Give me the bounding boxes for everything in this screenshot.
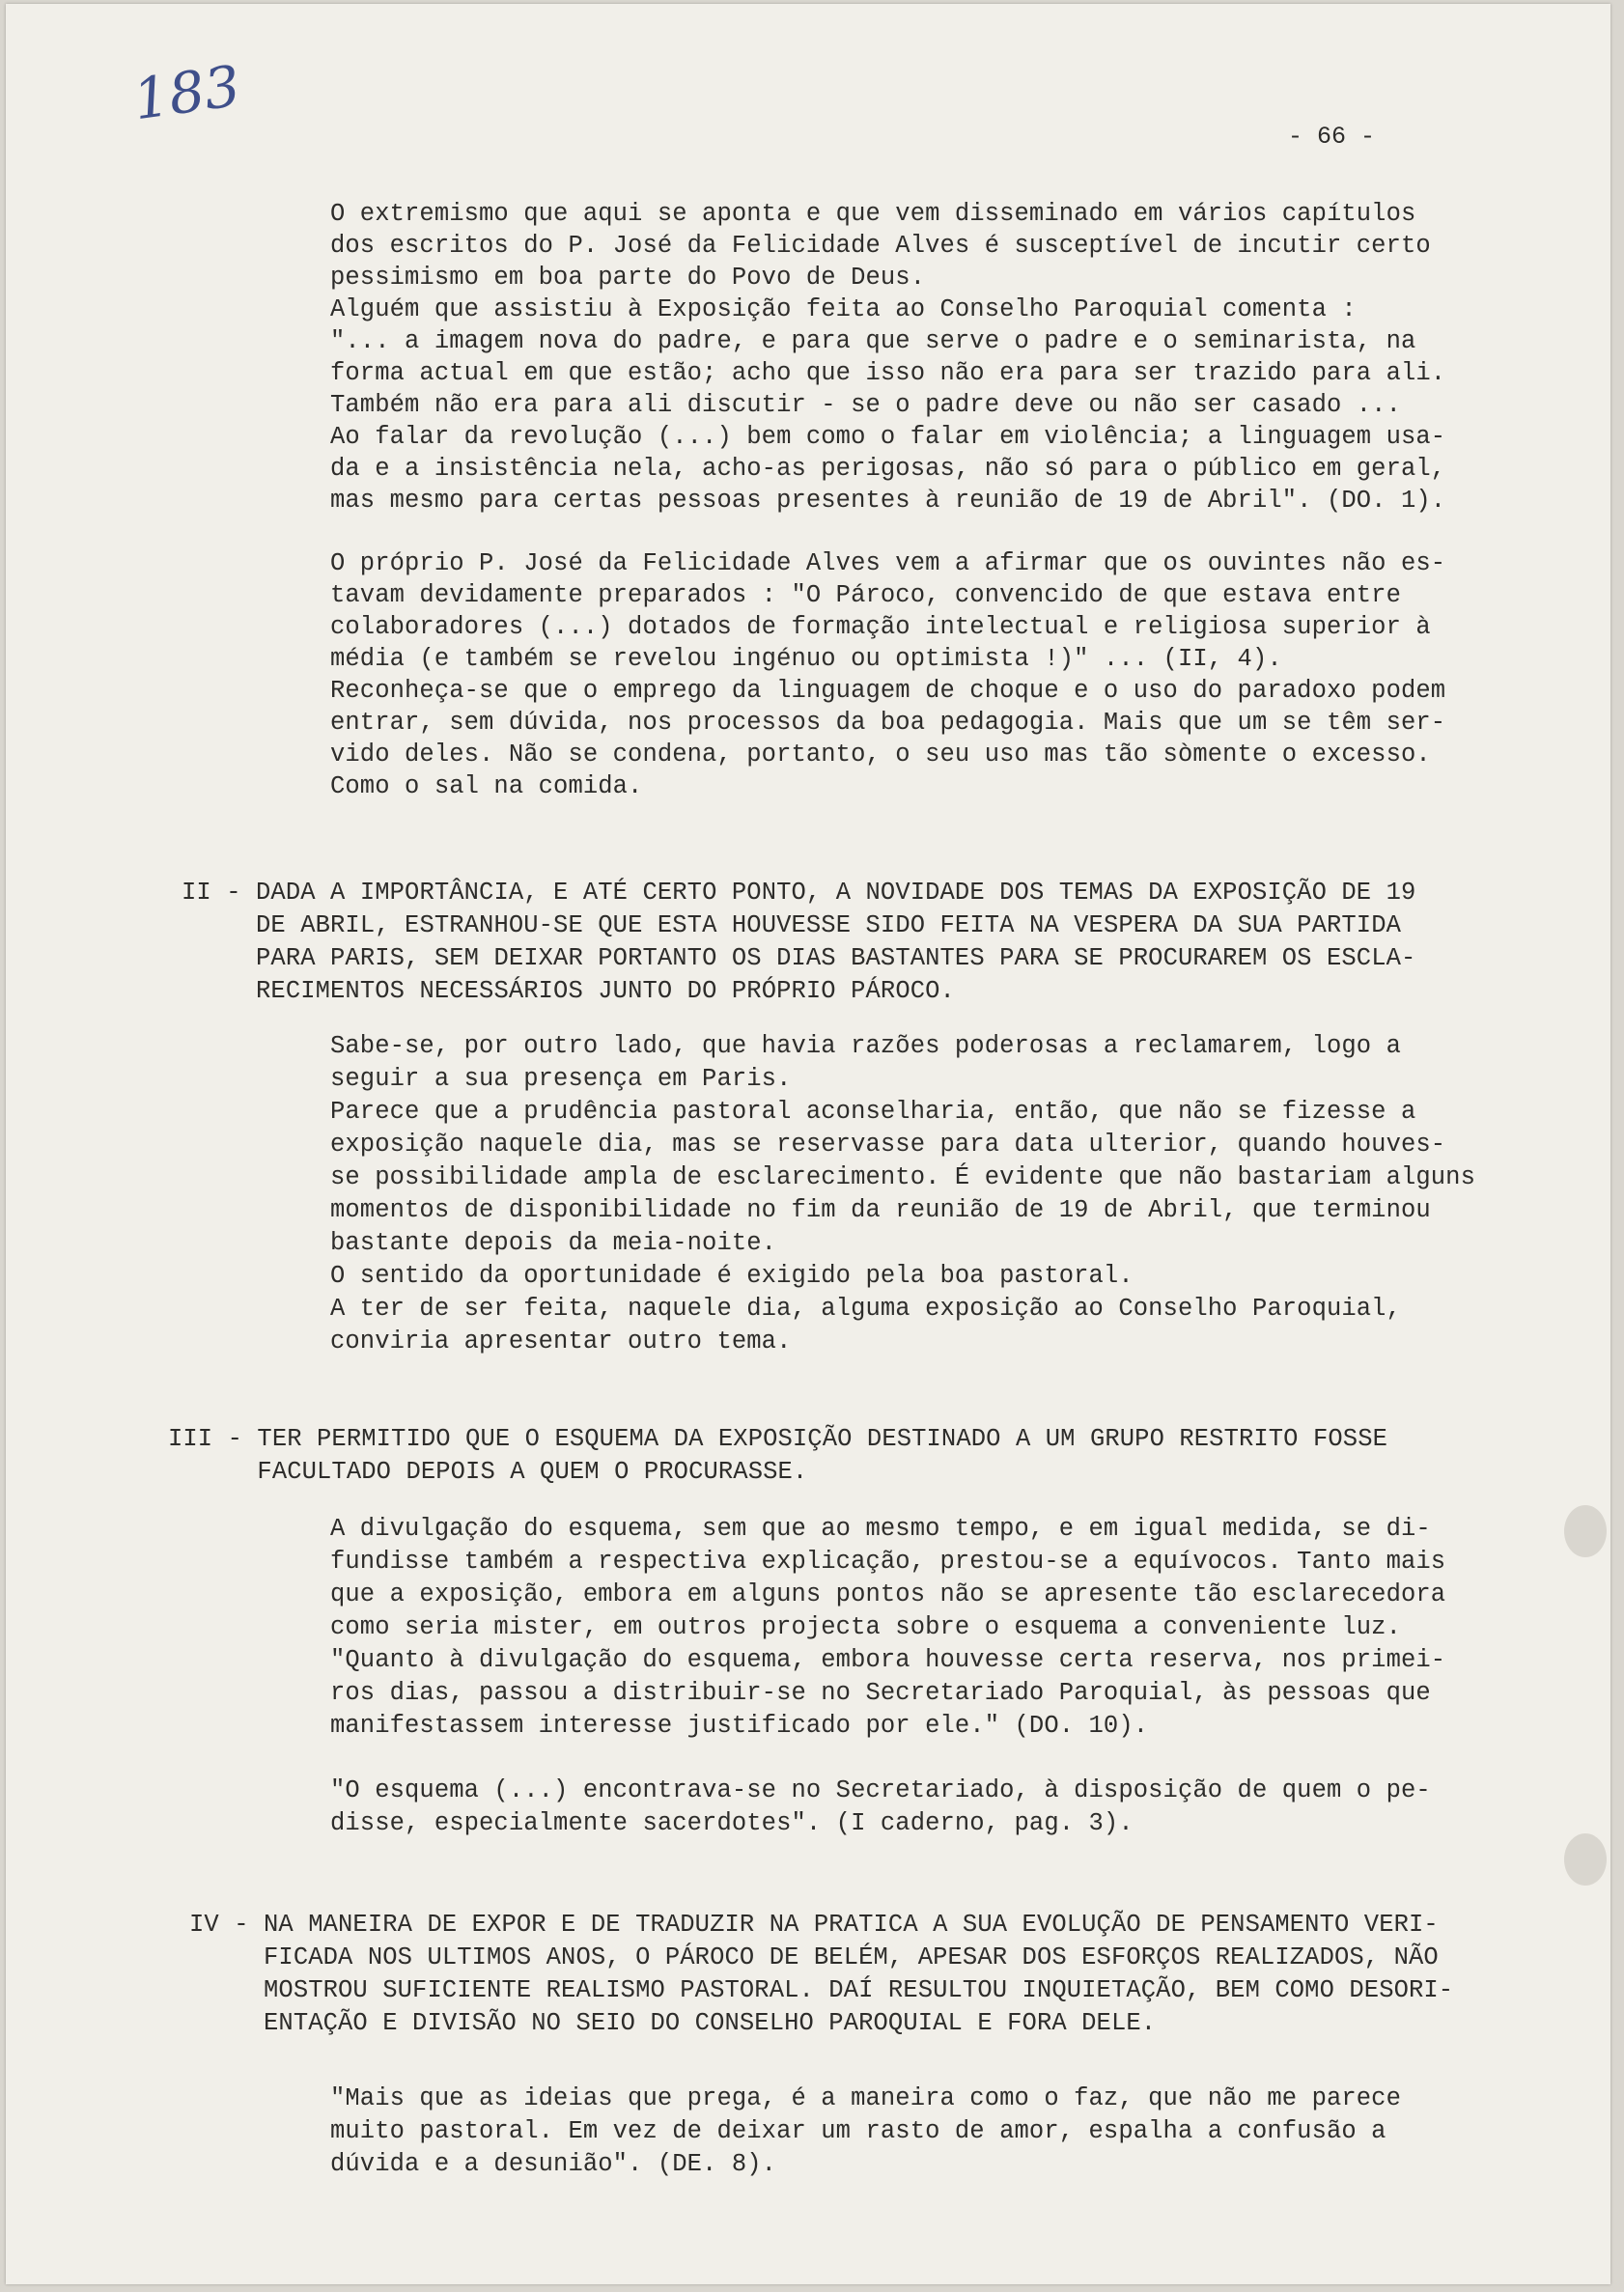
text-line: "Mais que as ideias que prega, é a maneira como o faz, que não me parece bbox=[330, 2084, 1401, 2112]
text-line: colaboradores (...) dotados de formação intelectual e religiosa superior à bbox=[330, 613, 1431, 641]
text-line: "Quanto à divulgação do esquema, embora houvesse certa reserva, nos primei- bbox=[330, 1646, 1446, 1674]
text-line: seguir a sua presença em Paris. bbox=[330, 1065, 792, 1093]
text-line: média (e também se revelou ingénuo ou optimista !)" ... (II, 4). bbox=[330, 645, 1282, 673]
text-line: como seria mister, em outros projecta sobre o esquema a conveniente luz. bbox=[330, 1613, 1401, 1641]
text-line: pessimismo em boa parte do Povo de Deus. bbox=[330, 264, 926, 292]
text-line: tavam devidamente preparados : "O Pároco, convencido de que estava entre bbox=[330, 581, 1401, 609]
section-heading-line: III - TER PERMITIDO QUE O ESQUEMA DA EXPOSIÇÃO DESTINADO A UM GRUPO RESTRITO FOSSE bbox=[168, 1425, 1388, 1453]
section-heading-line: RECIMENTOS NECESSÁRIOS JUNTO DO PRÓPRIO PÁROCO. bbox=[182, 977, 955, 1005]
text-line: mas mesmo para certas pessoas presentes à reunião de 19 de Abril". (DO. 1). bbox=[330, 487, 1446, 515]
text-line: A divulgação do esquema, sem que ao mesmo tempo, e em igual medida, se di- bbox=[330, 1515, 1431, 1543]
text-line: Reconheça-se que o emprego da linguagem de choque e o uso do paradoxo podem bbox=[330, 677, 1446, 705]
document-page bbox=[6, 4, 1610, 2284]
text-line: Sabe-se, por outro lado, que havia razões poderosas a reclamarem, logo a bbox=[330, 1032, 1401, 1060]
section-heading-line: MOSTROU SUFICIENTE REALISMO PASTORAL. DAÍ RESULTOU INQUIETAÇÃO, BEM COMO DESORI- bbox=[189, 1976, 1454, 2004]
section-heading-line: PARA PARIS, SEM DEIXAR PORTANTO OS DIAS BASTANTES PARA SE PROCURAREM OS ESCLA- bbox=[182, 944, 1416, 972]
section-heading-line: IV - NA MANEIRA DE EXPOR E DE TRADUZIR NA PRATICA A SUA EVOLUÇÃO DE PENSAMENTO VERI- bbox=[189, 1911, 1439, 1939]
text-line: O extremismo que aqui se aponta e que vem disseminado em vários capítulos bbox=[330, 200, 1416, 228]
text-line: Alguém que assistiu à Exposição feita ao Conselho Paroquial comenta : bbox=[330, 295, 1357, 323]
text-line: "O esquema (...) encontrava-se no Secretariado, à disposição de quem o pe- bbox=[330, 1776, 1431, 1804]
page-number: - 66 - bbox=[1288, 123, 1376, 151]
handwritten-page-annotation: 183 bbox=[128, 52, 244, 133]
text-line: Como o sal na comida. bbox=[330, 772, 643, 800]
punch-hole bbox=[1564, 1833, 1607, 1886]
text-line: exposição naquele dia, mas se reservasse para data ulterior, quando houves- bbox=[330, 1131, 1446, 1159]
text-line: dos escritos do P. José da Felicidade Alves é susceptível de incutir certo bbox=[330, 232, 1431, 260]
text-line: se possibilidade ampla de esclarecimento. É evidente que não bastariam alguns bbox=[330, 1163, 1475, 1191]
section-heading-line: ENTAÇÃO E DIVISÃO NO SEIO DO CONSELHO PAROQUIAL E FORA DELE. bbox=[189, 2009, 1157, 2037]
text-line: momentos de disponibilidade no fim da reunião de 19 de Abril, que terminou bbox=[330, 1196, 1431, 1224]
text-line: muito pastoral. Em vez de deixar um rasto de amor, espalha a confusão a bbox=[330, 2117, 1386, 2145]
section-heading-line: FICADA NOS ULTIMOS ANOS, O PÁROCO DE BELÉM, APESAR DOS ESFORÇOS REALIZADOS, NÃO bbox=[189, 1943, 1439, 1971]
text-line: bastante depois da meia-noite. bbox=[330, 1229, 777, 1257]
text-line: "... a imagem nova do padre, e para que serve o padre e o seminarista, na bbox=[330, 327, 1416, 355]
section-heading-line: DE ABRIL, ESTRANHOU-SE QUE ESTA HOUVESSE SIDO FEITA NA VESPERA DA SUA PARTIDA bbox=[182, 911, 1402, 939]
text-line: ros dias, passou a distribuir-se no Secretariado Paroquial, às pessoas que bbox=[330, 1679, 1431, 1707]
text-line: forma actual em que estão; acho que isso não era para ser trazido para ali. bbox=[330, 359, 1446, 387]
text-line: O sentido da oportunidade é exigido pela boa pastoral. bbox=[330, 1262, 1134, 1290]
text-line: entrar, sem dúvida, nos processos da boa pedagogia. Mais que um se têm ser- bbox=[330, 709, 1446, 737]
text-line: que a exposição, embora em alguns pontos não se apresente tão esclarecedora bbox=[330, 1580, 1446, 1608]
text-line: manifestassem interesse justificado por ele." (DO. 10). bbox=[330, 1712, 1149, 1740]
text-line: A ter de ser feita, naquele dia, alguma exposição ao Conselho Paroquial, bbox=[330, 1295, 1401, 1323]
text-line: Ao falar da revolução (...) bem como o falar em violência; a linguagem usa- bbox=[330, 423, 1446, 451]
text-line: vido deles. Não se condena, portanto, o seu uso mas tão sòmente o excesso. bbox=[330, 741, 1431, 769]
section-heading-line: FACULTADO DEPOIS A QUEM O PROCURASSE. bbox=[168, 1458, 808, 1486]
text-line: fundisse também a respectiva explicação, prestou-se a equívocos. Tanto mais bbox=[330, 1548, 1446, 1576]
text-line: conviria apresentar outro tema. bbox=[330, 1328, 792, 1356]
text-line: disse, especialmente sacerdotes". (I caderno, pag. 3). bbox=[330, 1809, 1134, 1837]
text-line: Parece que a prudência pastoral aconselharia, então, que não se fizesse a bbox=[330, 1098, 1416, 1126]
text-line: O próprio P. José da Felicidade Alves vem a afirmar que os ouvintes não es- bbox=[330, 549, 1446, 577]
text-line: Também não era para ali discutir - se o padre deve ou não ser casado ... bbox=[330, 391, 1401, 419]
section-heading-line: II - DADA A IMPORTÂNCIA, E ATÉ CERTO PONTO, A NOVIDADE DOS TEMAS DA EXPOSIÇÃO DE 19 bbox=[182, 879, 1416, 907]
punch-hole bbox=[1564, 1505, 1607, 1557]
text-line: da e a insistência nela, acho-as perigosas, não só para o público em geral, bbox=[330, 455, 1446, 483]
text-line: dúvida e a desunião". (DE. 8). bbox=[330, 2150, 777, 2178]
